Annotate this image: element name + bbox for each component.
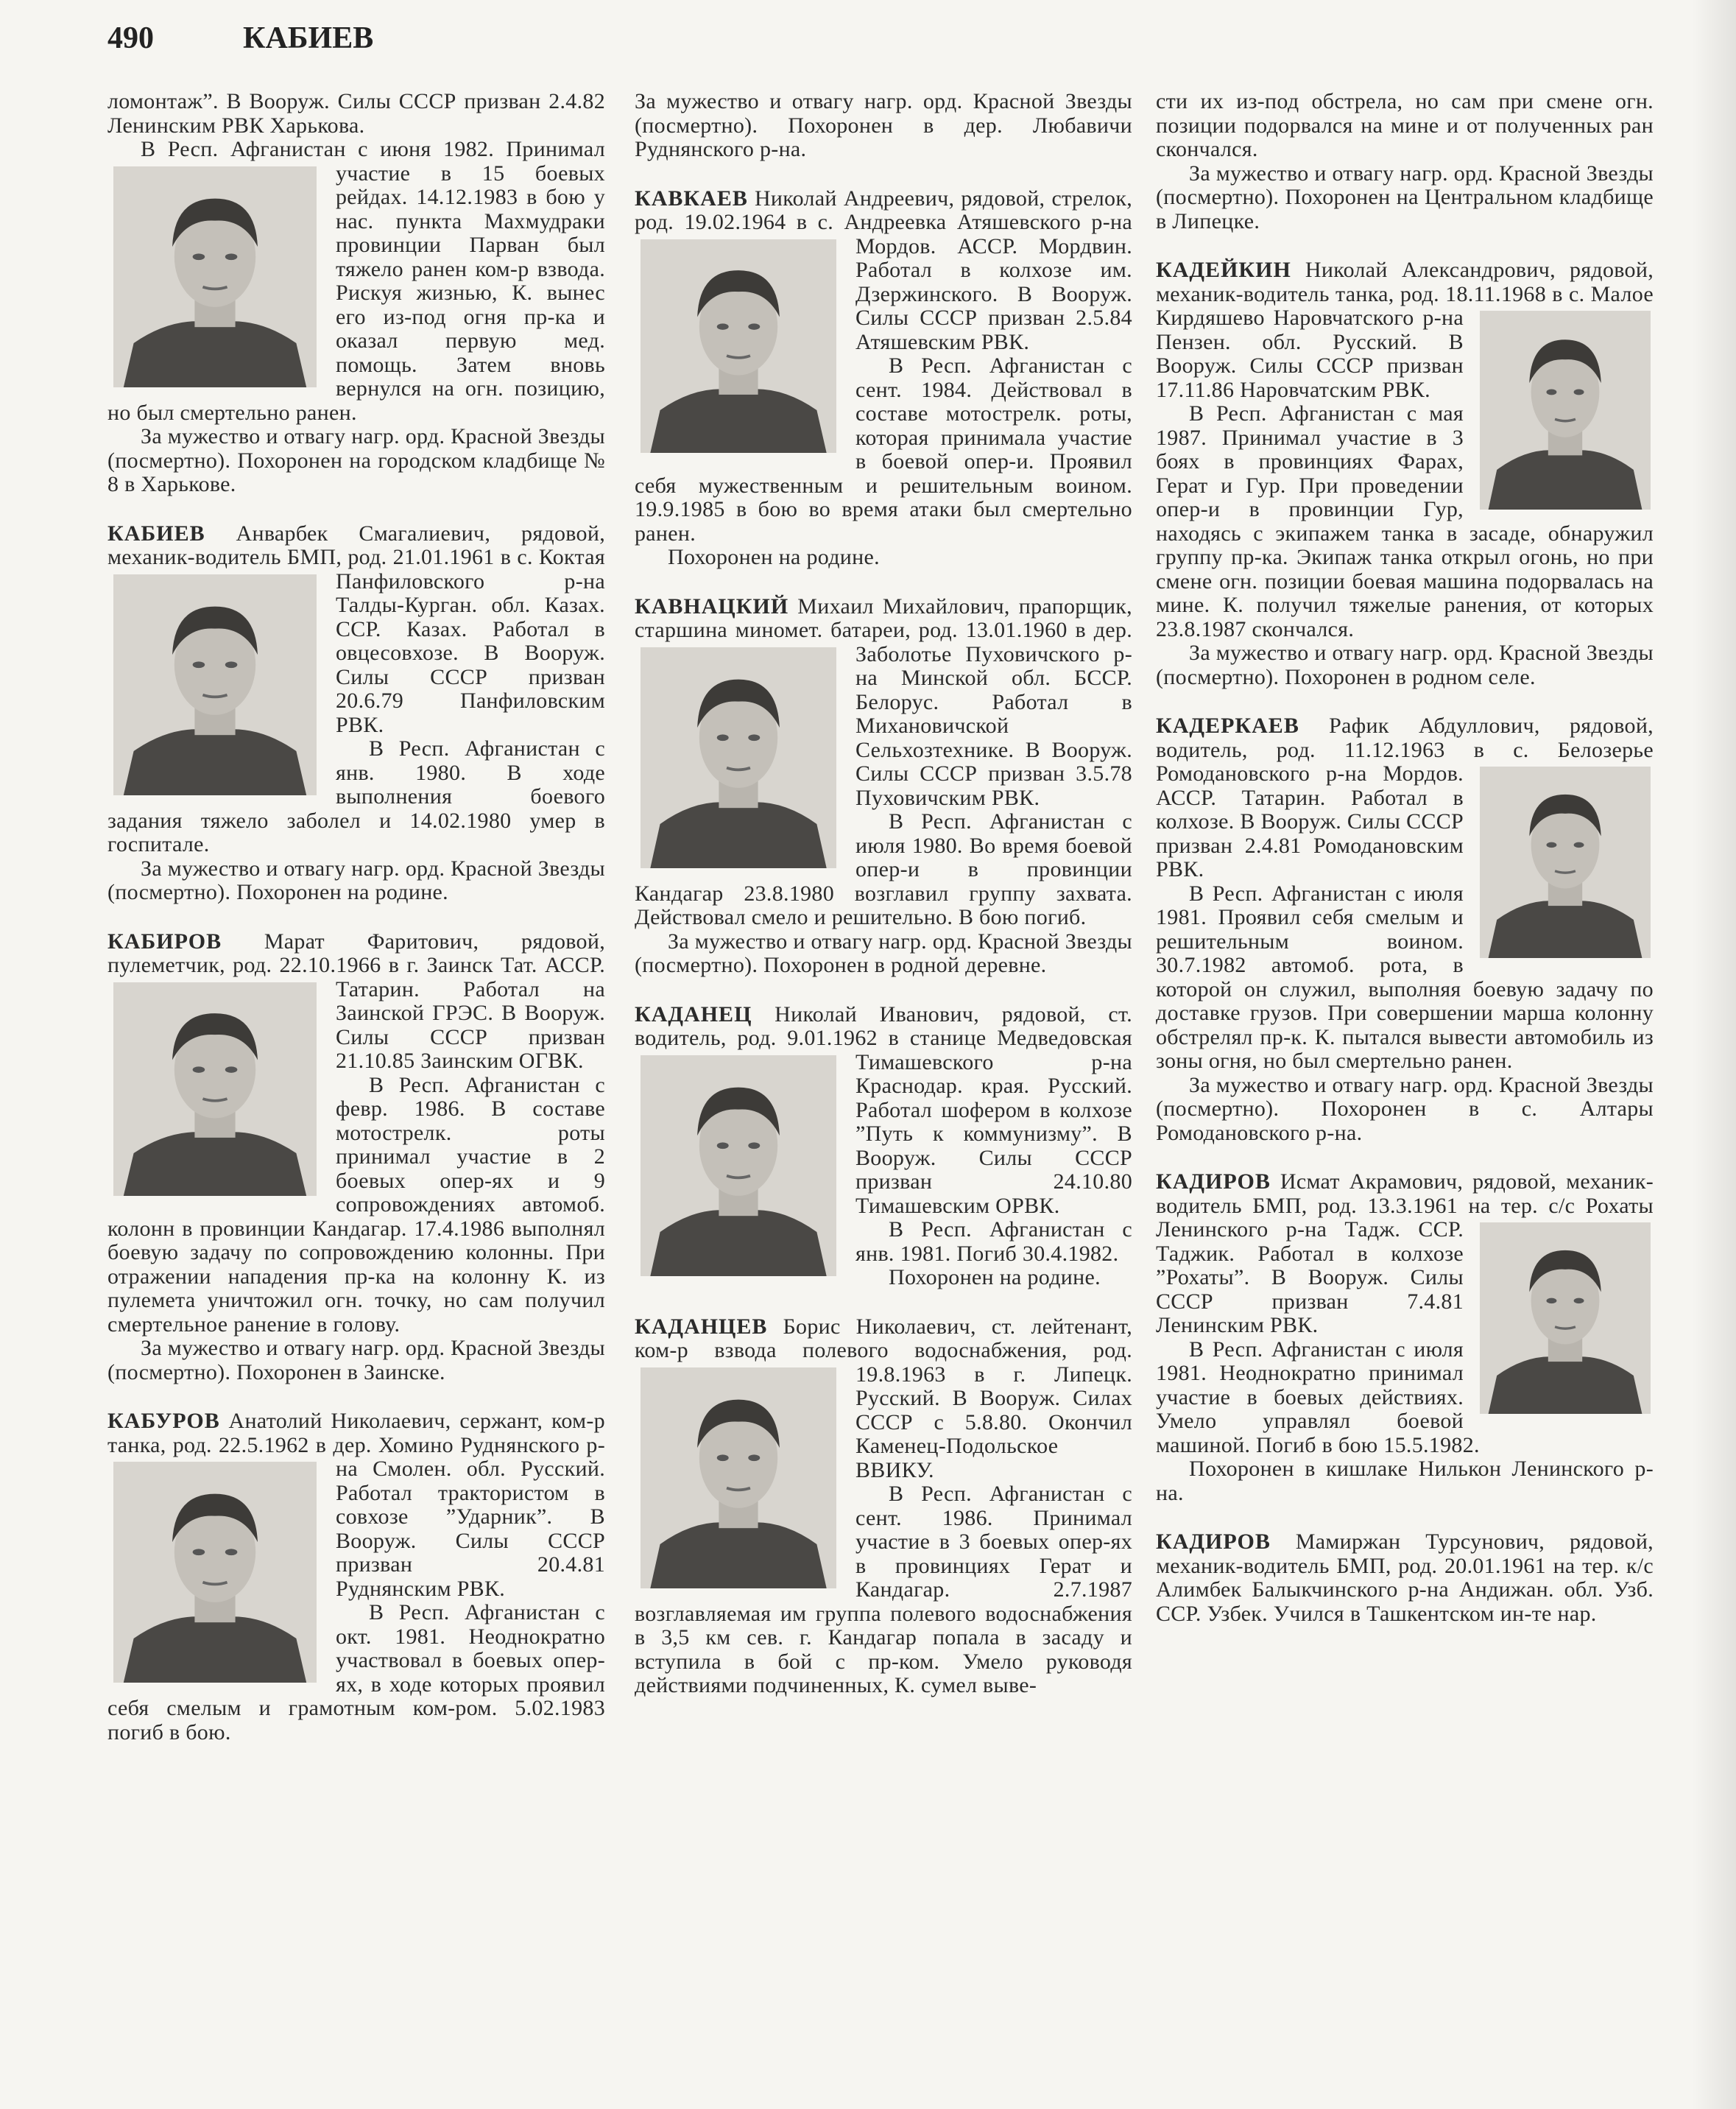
entry-paragraph [1156, 1170, 1654, 1338]
running-head-title: КАБИЕВ [243, 21, 374, 55]
entry-paragraph [635, 1315, 1132, 1483]
entry-surname: КАДАНЕЦ [635, 1001, 752, 1027]
entry-text: Николай Александрович, рядовой, механик-водитель танка, род. 18.11.1968 в с. Малое Кирдяшево Наровчатского р-на Пензен. обл. Русский. В Вооруж. Силы СССР призван 17.11.86 Наровчатским РВК. [1156, 258, 1654, 402]
entry-paragraph [635, 1003, 1132, 1219]
entry-surname: КАБИЕВ [107, 521, 205, 546]
entry-text: Борис Николаевич, ст. лейтенант, ком-р взвода полевого водоснабжения, род. 19.8.1963 в г. Липецк. Русский. В Вооруж. Силах СССР с 5.8.80. Окончил Каменец-Подольское ВВИКУ. [635, 1314, 1132, 1482]
entry-text: За мужество и отвагу нагр. орд. Красной Звезды (посмертно). Похоронен на городском кладбище № 8 в Харькове. [107, 424, 605, 496]
entry-paragraph [635, 930, 1132, 978]
entry-paragraph [1156, 162, 1654, 234]
entry [635, 1003, 1132, 1290]
entry-text: Марат Фаритович, рядовой, пулеметчик, род. 22.10.1966 в г. Заинск Тат. АССР. Татарин. Работал на Заинской ГРЭС. В Вооруж. Силы СССР призван 21.10.85 Заинским ОГВК. [107, 929, 605, 1073]
entry-paragraph [107, 90, 605, 138]
entry-text: Николай Иванович, рядовой, ст. водитель, род. 9.01.1962 в станице Медведовская Тимашевского р-на Краснодар. края. Русский. Работал шофером в колхозе ”Путь к коммунизму”. В Вооруж. Силы СССР призван 24.10.80 Тимашевским ОРВК. [635, 1001, 1132, 1218]
entry-paragraph [107, 1409, 605, 1601]
entry-surname: КАВНАЦКИЙ [635, 594, 789, 619]
entry-surname: КАДИРОВ [1156, 1529, 1271, 1554]
entry-text: В Респ. Афганистан с янв. 1981. Погиб 30.4.1982. [855, 1217, 1132, 1266]
entry [107, 930, 605, 1385]
entry [1156, 1530, 1654, 1626]
portrait-photo [641, 239, 836, 453]
portrait-photo [1480, 311, 1651, 510]
entry-paragraph [107, 930, 605, 1074]
entry-text: В Респ. Афганистан с сент. 1984. Действовал в составе мотострелк. роты, которая принимала участие в боевой опер-и. Проявил себя мужественным и решительным воином. 19.9.1985 в бою во время атаки был смертельно ранен. [635, 353, 1132, 546]
entry-text: В Респ. Афганистан с июля 1981. Проявил себя смелым и решительным воином. 30.7.1982 автомоб. рота, в которой он служил, выполняя боевую задачу по доставке грузов. При совершении марша колонну обстрелял пр-к. К. пытался вывести автомобиль из зоны огня, но был смертельно ранен. [1156, 881, 1654, 1073]
entry-paragraph [1156, 1530, 1654, 1626]
entry-paragraph [1156, 1074, 1654, 1146]
column-1 [107, 90, 605, 1770]
entry-surname: КАДАНЦЕВ [635, 1314, 768, 1339]
entry-text: Николай Андреевич, рядовой, стрелок, род. 19.02.1964 в с. Андреевка Атяшевского р-на Мордов. АССР. Мордвин. Работал в колхозе им. Дзержинского. В Вооруж. Силы СССР призван 2.5.84 Атяшевским РВК. [635, 186, 1132, 354]
portrait-photo [113, 982, 317, 1196]
entry [1156, 1170, 1654, 1505]
entry-paragraph [107, 425, 605, 497]
page-number: 490 [107, 21, 154, 55]
entry-paragraph [1156, 714, 1654, 882]
entry-paragraph [1156, 1457, 1654, 1505]
portrait-photo [113, 574, 317, 795]
entry [635, 187, 1132, 570]
entry-paragraph [635, 546, 1132, 570]
entry-text: Похоронен в кишлаке Нилькон Ленинского р-на. [1156, 1457, 1654, 1505]
running-head [107, 21, 373, 56]
entry [1156, 714, 1654, 1145]
entry-text: сти их из-под обстрела, но сам при смене огн. позиции подорвался на мине и от полученных ран скончался. [1156, 89, 1654, 161]
entry-surname: КАДЕРКАЕВ [1156, 714, 1299, 738]
portrait-photo [641, 647, 836, 868]
entry [635, 1315, 1132, 1698]
entry-paragraph [1156, 641, 1654, 689]
entry-text: В Респ. Афганистан с июня 1982. Принимал участие в 15 боевых рейдах. 14.12.1983 в бою у нас. пункта Махмудраки провинции Парван был тяжело ранен ком-р взвода. Рискуя жизнью, К. вынес его из-под огня пр-ка и оказал первую мед. помощь. Затем вновь вернулся на огн. позицию, но был смертельно ранен. [107, 137, 605, 425]
entry-paragraph [635, 187, 1132, 355]
entry-surname: КАДЕЙКИН [1156, 258, 1291, 282]
portrait-photo [113, 1462, 317, 1683]
entry-paragraph [107, 522, 605, 738]
entry [635, 595, 1132, 978]
portrait-photo [641, 1367, 836, 1588]
entry-surname: КАБУРОВ [107, 1409, 220, 1433]
entry [1156, 258, 1654, 689]
entry-text: В Респ. Афганистан с сент. 1986. Принимал участие в 3 боевых опер-ях в провинциях Герат и Кандагар. 2.7.1987 возглавляемая им группа полевого водоснабжения в 3,5 км сев. г. Кандагар попала в засаду и вступила в бой с пр-ком. Умело руководя действиями подчиненных, К. сумел выве- [635, 1482, 1132, 1697]
entry-paragraph [107, 857, 605, 905]
entry [107, 1409, 605, 1744]
entry-continuation [107, 90, 605, 497]
entry-paragraph [1156, 90, 1654, 162]
entry-paragraph [635, 90, 1132, 162]
entry-surname: КАДИРОВ [1156, 1169, 1271, 1194]
entry-continuation [635, 90, 1132, 162]
column-2 [635, 90, 1132, 1723]
entry-surname: КАБИРОВ [107, 929, 222, 954]
entry-text: В Респ. Афганистан с мая 1987. Принимал участие в 3 боях в провинциях Фарах, Герат и Гур. При проведении опер-и в провинции Гур, находясь с экипажем танка в засаде, обнаружил группу пр-ка. Экипаж танка открыл огонь, но при смене огн. позиции боевая машина подорвалась на мине. К. получил тяжелые ранения, от которых 23.8.1987 скончался. [1156, 401, 1654, 641]
entry-text: Похоронен на родине. [889, 1265, 1101, 1289]
entry-text: Анатолий Николаевич, сержант, ком-р танка, род. 22.5.1962 в дер. Хомино Руднянского р-на Смолен. обл. Русский. Работал трактористом в совхозе ”Ударник”. В Вооруж. Силы СССР призван 20.4.81 Руднянским РВК. [107, 1409, 605, 1601]
entry-text: За мужество и отвагу нагр. орд. Красной Звезды (посмертно). Похоронен на родине. [107, 856, 605, 904]
page-fold-shadow [1692, 0, 1736, 2109]
entry-text: Анварбек Смагалиевич, рядовой, механик-водитель БМП, род. 21.01.1961 в с. Коктая Панфиловского р-на Талды-Курган. обл. Казах. ССР. Казах. Работал в овцесовхозе. В Вооруж. Силы СССР призван 20.6.79 Панфиловским РВК. [107, 521, 605, 737]
entry-continuation [1156, 90, 1654, 233]
entry-paragraph [107, 1337, 605, 1384]
entry-text: В Респ. Афганистан с янв. 1980. В ходе выполнения боевого задания тяжело заболел и 14.02.1980 умер в госпитале. [107, 736, 605, 856]
entry-text: В Респ. Афганистан с окт. 1981. Неоднократно участвовал в боевых опер-ях, в ходе которых проявил себя смелым и грамотным ком-ром. 5.02.1983 погиб в бою. [107, 1600, 605, 1744]
entry-paragraph [1156, 258, 1654, 402]
entry-text: В Респ. Афганистан с февр. 1986. В составе мотострелк. роты принимал участие в 2 боевых опер-ях и 9 сопровождениях автомоб. колонн в провинции Кандагар. 17.4.1986 выполнял боевую задачу по сопровождению колонны. При отражении нападения пр-ка на колонну К. из пулемета уничтожил огн. точку, но сам получил смертельное ранение в голову. [107, 1072, 605, 1337]
entry-text: За мужество и отвагу нагр. орд. Красной Звезды (посмертно). Похоронен на Центральном кладбище в Липецке. [1156, 161, 1654, 233]
entry-text: Исмат Акрамович, рядовой, механик-водитель БМП, род. 13.3.1961 на тер. с/с Рохаты Ленинского р-на Тадж. ССР. Таджик. Работал в колхозе ”Рохаты”. В Вооруж. Силы СССР призван 7.4.81 Ленинским РВК. [1156, 1169, 1654, 1337]
entry-text: За мужество и отвагу нагр. орд. Красной Звезды (посмертно). Похоронен в с. Алтары Ромодановского р-на. [1156, 1072, 1654, 1145]
entry [107, 522, 605, 905]
entry-text: ломонтаж”. В Вооруж. Силы СССР призван 2.4.82 Ленинским РВК Харькова. [107, 89, 605, 138]
entry-text: В Респ. Афганистан с июля 1981. Неоднократно принимал участие в боевых действиях. Умело управлял боевой машиной. Погиб в бою 15.5.1982. [1156, 1337, 1480, 1457]
entry-text: Михаил Михайлович, прапорщик, старшина миномет. батареи, род. 13.01.1960 в дер. Заболотье Пуховичского р-на Минской обл. БССР. Белорус. Работал в Михановичской Сельхозтехнике. В Вооруж. Силы СССР призван 3.5.78 Пуховичским РВК. [635, 594, 1132, 810]
entry-text: За мужество и отвагу нагр. орд. Красной Звезды (посмертно). Похоронен в дер. Любавичи Руднянского р-на. [635, 89, 1132, 161]
entry-surname: КАВКАЕВ [635, 186, 748, 211]
entry-text: В Респ. Афганистан с июля 1980. Во время боевой опер-и в провинции Кандагар 23.8.1980 возглавил группу захвата. Действовал смело и решительно. В бою погиб. [635, 809, 1132, 929]
portrait-photo [113, 166, 317, 387]
entry-text: Рафик Абдуллович, рядовой, водитель, род. 11.12.1963 в с. Белозерье Ромодановского р-на Мордов. АССР. Татарин. Работал в колхозе. В Вооруж. Силы СССР призван 2.4.81 Ромодановским РВК. [1156, 714, 1654, 881]
entry-text: Мамиржан Турсунович, рядовой, механик-водитель БМП, род. 20.01.1961 на тер. к/с Алимбек Балыкчинского р-на Андижан. обл. Узб. ССР. Узбек. Учился в Ташкентском ин-те нар. [1156, 1529, 1654, 1626]
entry-paragraph [635, 595, 1132, 811]
portrait-photo [1480, 767, 1651, 958]
entry-paragraph [107, 138, 605, 425]
entry-text: За мужество и отвагу нагр. орд. Красной Звезды (посмертно). Похоронен в родной деревне. [635, 929, 1132, 977]
entry-text: Похоронен на родине. [668, 545, 880, 569]
portrait-photo [641, 1055, 836, 1276]
column-3 [1156, 90, 1654, 1651]
entry-text: За мужество и отвагу нагр. орд. Красной Звезды (посмертно). Похоронен в родном селе. [1156, 641, 1654, 689]
entry-text: За мужество и отвагу нагр. орд. Красной Звезды (посмертно). Похоронен в Заинске. [107, 1336, 605, 1384]
portrait-photo [1480, 1222, 1651, 1414]
